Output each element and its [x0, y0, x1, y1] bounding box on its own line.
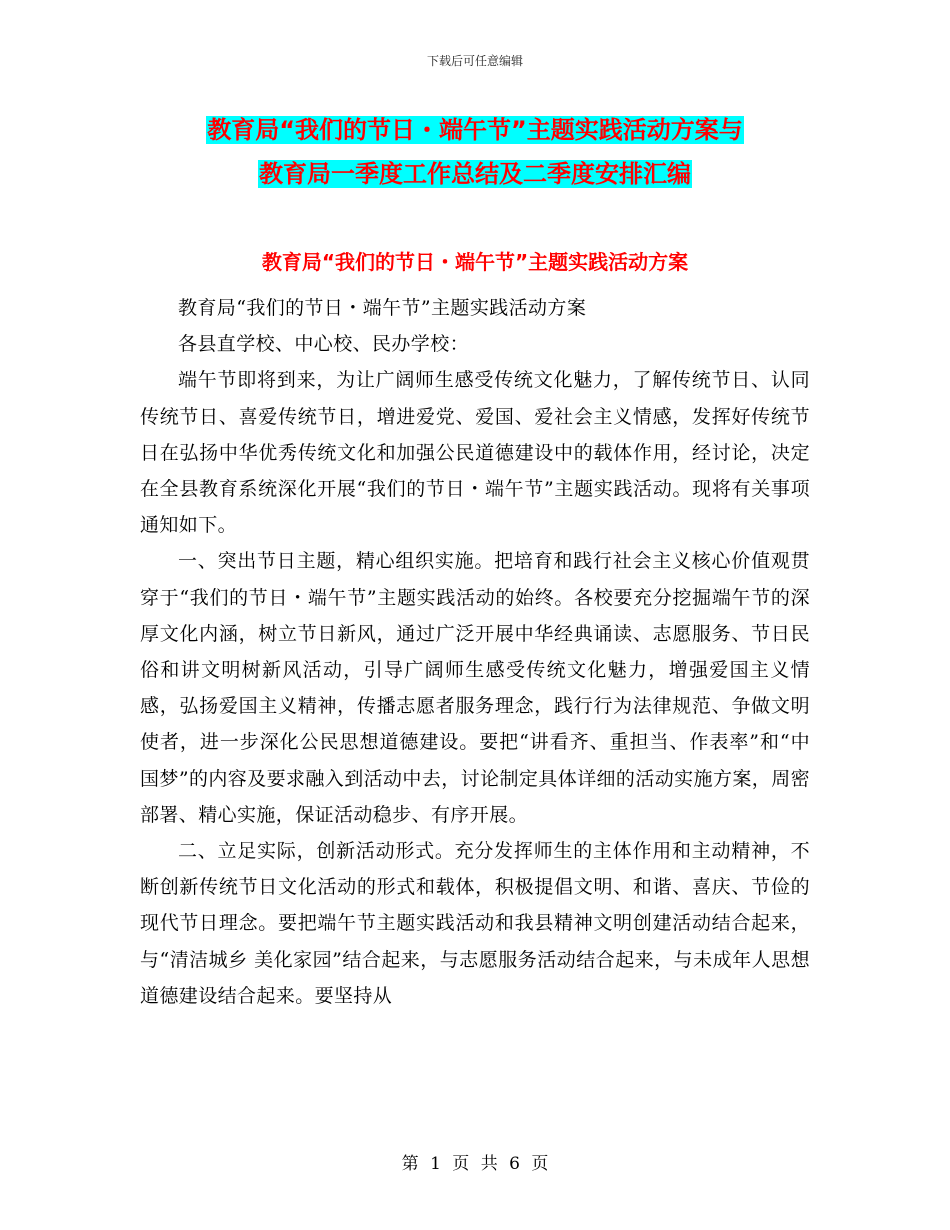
document-title-line-2 [0, 157, 950, 191]
page-header-note: 下载后可任意编辑 [426, 54, 523, 68]
paragraph-section-one: 一、突出节日主题，精心组织实施。把培育和践行社会主义核心价值观贯穿于“我们的节日・端午节”主题实践活动的始终。各校要充分挖掘端午节的深厚文化内涵，树立节日新风，通过广泛开展中华经典诵读、志愿服务、节日民俗和讲文明树新风活动，引导广阔师生感受传统文化魅力，增强爱国主义情感，弘扬爱国主义精神，传播志愿者服务理念，践行行为法律规范、争做文明使者，进一步深化公民思想道德建设。要把“讲看齐、重担当、作表率”和“中国梦”的内容及要求融入到活动中去，讨论制定具体详细的活动实施方案，周密部署、精心实施，保证活动稳步、有序开展。 [140, 550, 810, 826]
title-line-1-text: 教育局“我们的节日・端午节”主题实践活动方案与 [207, 116, 743, 144]
paragraph-addressee: 各县直学校、中心校、民办学校： [178, 333, 470, 356]
paragraph-section-two: 二、立足实际，创新活动形式。充分发挥师生的主体作用和主动精神，不断创新传统节日文化活动的形式和载体，积极提倡文明、和谐、喜庆、节俭的现代节日理念。要把端午节主题实践活动和我县精神文明创建活动结合起来，与“清洁城乡 美化家园”结合起来，与志愿服务活动结合起来，与未成年人思想道德建设结合起来。要坚持从 [140, 840, 810, 1007]
document-body [140, 290, 810, 1014]
section-title: 教育局“我们的节日・端午节”主题实践活动方案 [261, 250, 689, 274]
paragraph-intro: 端午节即将到来，为让广阔师生感受传统文化魅力，了解传统节日、认同传统节日、喜爱传统节日，增进爱党、爱国、爱社会主义情感，发挥好传统节日在弘扬中华优秀传统文化和加强公民道德建设中的载体作用，经讨论，决定在全县教育系统深化开展“我们的节日・端午节”主题实践活动。现将有关事项通知如下。 [140, 369, 810, 537]
page-number-footer: 第 1 页 共 6 页 [401, 1154, 549, 1174]
title-line-2-text: 教育局一季度工作总结及二季度安排汇编 [259, 160, 691, 188]
document-title-line-1 [0, 113, 950, 147]
paragraph-doc-name: 教育局“我们的节日・端午节”主题实践活动方案 [178, 297, 587, 319]
